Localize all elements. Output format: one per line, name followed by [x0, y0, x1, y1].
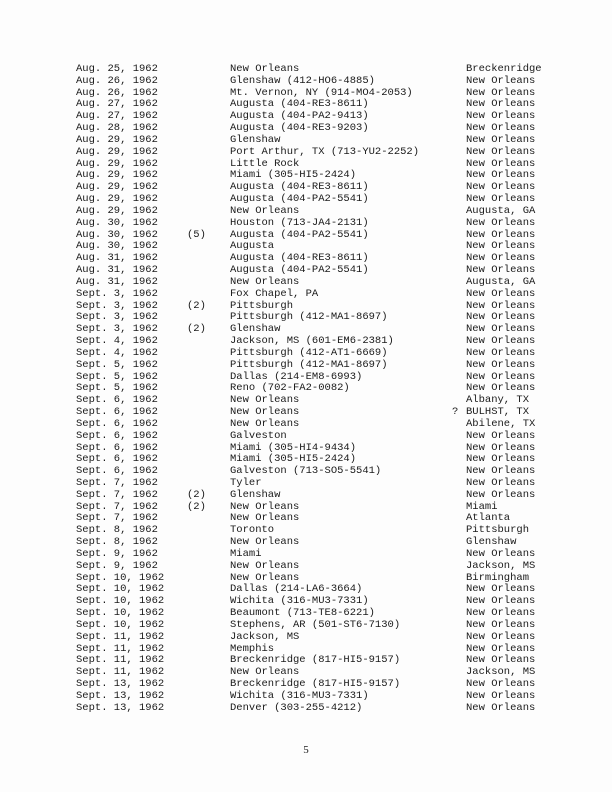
call-date: Sept. 8, 1962: [76, 536, 158, 549]
call-date: Sept. 10, 1962: [76, 618, 165, 631]
call-origin: Augusta (404-PA2-9413): [230, 110, 369, 123]
call-date: Sept. 6, 1962: [76, 417, 158, 430]
call-origin: Augusta (404-PA2-5541): [230, 193, 369, 206]
call-date: Aug. 30, 1962: [76, 240, 158, 253]
call-destination: New Orleans: [466, 145, 536, 158]
call-date: Sept. 5, 1962: [76, 358, 158, 371]
call-origin: New Orleans: [230, 512, 300, 525]
call-log-row: [0, 632, 612, 644]
call-destination: Glenshaw: [466, 536, 517, 549]
call-log-row: [0, 76, 612, 88]
call-origin: Port Arthur, TX (713-YU2-2252): [230, 145, 420, 158]
call-origin: New Orleans: [230, 406, 300, 419]
call-origin: Augusta: [230, 240, 275, 253]
call-destination: Augusta, GA: [466, 204, 536, 217]
call-destination: New Orleans: [466, 701, 536, 714]
margin-mark: ?: [452, 406, 459, 419]
call-log-list: [0, 64, 612, 715]
call-destination: New Orleans: [466, 228, 536, 241]
call-origin: Glenshaw (412-HO6-4885): [230, 74, 375, 87]
call-origin: New Orleans: [230, 63, 300, 75]
call-origin: Breckenridge (817-HI5-9157): [230, 678, 401, 691]
call-origin: Miami (305-HI5-2424): [230, 169, 357, 182]
call-destination: BULHST, TX: [466, 406, 530, 419]
call-destination: New Orleans: [466, 547, 536, 560]
call-log-row: [0, 549, 612, 561]
call-date: Sept. 9, 1962: [76, 559, 158, 572]
call-destination: Abilene, TX: [466, 417, 536, 430]
call-origin: New Orleans: [230, 275, 300, 288]
call-log-row: [0, 206, 612, 218]
call-date: Sept. 6, 1962: [76, 465, 158, 478]
call-destination: New Orleans: [466, 86, 536, 99]
call-origin: Augusta (404-RE3-8611): [230, 98, 369, 111]
call-origin: Reno (702-FA2-0082): [230, 382, 350, 395]
call-date: Aug. 27, 1962: [76, 110, 158, 123]
call-destination: New Orleans: [466, 358, 536, 371]
call-destination: Augusta, GA: [466, 275, 536, 288]
call-log-row: [0, 360, 612, 372]
call-destination: New Orleans: [466, 630, 536, 643]
call-log-row: [0, 277, 612, 289]
call-origin: Augusta (404-RE3-8611): [230, 181, 369, 194]
call-destination: New Orleans: [466, 287, 536, 300]
call-destination: Pittsburgh: [466, 524, 530, 537]
call-date: Sept. 4, 1962: [76, 335, 158, 348]
call-date: Aug. 29, 1962: [76, 133, 158, 146]
call-origin: Galveston: [230, 429, 287, 442]
call-date: Sept. 9, 1962: [76, 547, 158, 560]
call-origin: Pittsburgh (412-MA1-8697): [230, 358, 388, 371]
call-date: Sept. 5, 1962: [76, 382, 158, 395]
call-date: Aug. 31, 1962: [76, 275, 158, 288]
call-destination: New Orleans: [466, 607, 536, 620]
call-destination: Atlanta: [466, 512, 511, 525]
call-origin: Toronto: [230, 524, 275, 537]
call-date: Aug. 31, 1962: [76, 252, 158, 265]
call-destination: New Orleans: [466, 453, 536, 466]
call-date: Sept. 11, 1962: [76, 666, 165, 679]
call-origin: New Orleans: [230, 500, 300, 513]
call-log-row: [0, 218, 612, 230]
call-origin: Glenshaw: [230, 133, 281, 146]
call-destination: New Orleans: [466, 689, 536, 702]
call-date: Sept. 11, 1962: [76, 630, 165, 643]
call-date: Sept. 3, 1962: [76, 311, 158, 324]
call-destination: New Orleans: [466, 335, 536, 348]
call-log-row: [0, 431, 612, 443]
call-destination: Miami: [466, 500, 498, 513]
call-date: Aug. 26, 1962: [76, 74, 158, 87]
call-destination: New Orleans: [466, 122, 536, 135]
call-count-note: (2): [187, 323, 206, 336]
call-origin: New Orleans: [230, 666, 300, 679]
call-date: Sept. 6, 1962: [76, 441, 158, 454]
page-number: 5: [303, 744, 309, 756]
call-date: Aug. 30, 1962: [76, 216, 158, 229]
call-destination: New Orleans: [466, 110, 536, 123]
call-destination: New Orleans: [466, 429, 536, 442]
call-destination: New Orleans: [466, 476, 536, 489]
call-destination: New Orleans: [466, 465, 536, 478]
call-date: Sept. 7, 1962: [76, 476, 158, 489]
call-origin: Stephens, AR (501-ST6-7130): [230, 618, 401, 631]
call-date: Aug. 25, 1962: [76, 63, 158, 75]
call-date: Aug. 29, 1962: [76, 181, 158, 194]
call-count-note: (5): [187, 228, 206, 241]
call-date: Aug. 31, 1962: [76, 264, 158, 277]
call-date: Sept. 6, 1962: [76, 453, 158, 466]
call-origin: Pittsburgh (412-AT1-6669): [230, 346, 388, 359]
call-origin: Mt. Vernon, NY (914-MO4-2053): [230, 86, 413, 99]
call-date: Sept. 3, 1962: [76, 287, 158, 300]
call-destination: New Orleans: [466, 441, 536, 454]
call-date: Sept. 8, 1962: [76, 524, 158, 537]
call-origin: Pittsburgh (412-MA1-8697): [230, 311, 388, 324]
call-destination: New Orleans: [466, 216, 536, 229]
call-origin: New Orleans: [230, 536, 300, 549]
call-date: Sept. 13, 1962: [76, 701, 165, 714]
call-date: Sept. 7, 1962: [76, 500, 158, 513]
call-destination: New Orleans: [466, 583, 536, 596]
call-date: Sept. 10, 1962: [76, 607, 165, 620]
call-origin: New Orleans: [230, 417, 300, 430]
call-origin: Denver (303-255-4212): [230, 701, 363, 714]
call-origin: Tyler: [230, 476, 262, 489]
call-destination: New Orleans: [466, 323, 536, 336]
call-log-row: [0, 691, 612, 703]
call-destination: New Orleans: [466, 240, 536, 253]
call-origin: New Orleans: [230, 571, 300, 584]
call-date: Sept. 4, 1962: [76, 346, 158, 359]
call-origin: Glenshaw: [230, 488, 281, 501]
call-date: Aug. 29, 1962: [76, 157, 158, 170]
call-origin: Miami (305-HI4-9434): [230, 441, 357, 454]
call-destination: Breckenridge: [466, 63, 542, 75]
call-origin: New Orleans: [230, 559, 300, 572]
call-destination: New Orleans: [466, 618, 536, 631]
call-origin: Augusta (404-PA2-5541): [230, 264, 369, 277]
call-date: Sept. 7, 1962: [76, 488, 158, 501]
call-log-row: [0, 620, 612, 632]
call-destination: New Orleans: [466, 595, 536, 608]
call-log-row: [0, 419, 612, 431]
call-origin: Glenshaw: [230, 323, 281, 336]
call-origin: Breckenridge (817-HI5-9157): [230, 654, 401, 667]
call-date: Aug. 27, 1962: [76, 98, 158, 111]
call-date: Aug. 29, 1962: [76, 169, 158, 182]
call-origin: Augusta (404-RE3-9203): [230, 122, 369, 135]
call-date: Sept. 10, 1962: [76, 595, 165, 608]
call-origin: Dallas (214-EM8-6993): [230, 370, 363, 383]
call-log-row: [0, 490, 612, 502]
call-origin: Memphis: [230, 642, 275, 655]
call-log-row: [0, 561, 612, 573]
call-destination: New Orleans: [466, 193, 536, 206]
call-date: Aug. 26, 1962: [76, 86, 158, 99]
call-destination: New Orleans: [466, 74, 536, 87]
call-date: Aug. 29, 1962: [76, 193, 158, 206]
call-destination: New Orleans: [466, 488, 536, 501]
call-date: Sept. 10, 1962: [76, 571, 165, 584]
call-date: Sept. 13, 1962: [76, 689, 165, 702]
call-origin: Jackson, MS (601-EM6-2381): [230, 335, 394, 348]
call-log-row: [0, 348, 612, 360]
call-destination: New Orleans: [466, 299, 536, 312]
call-origin: Augusta (404-RE3-8611): [230, 252, 369, 265]
call-destination: Birmingham: [466, 571, 530, 584]
call-date: Sept. 5, 1962: [76, 370, 158, 383]
call-origin: Wichita (316-MU3-7331): [230, 595, 369, 608]
call-date: Sept. 3, 1962: [76, 299, 158, 312]
call-origin: Augusta (404-PA2-5541): [230, 228, 369, 241]
call-destination: New Orleans: [466, 264, 536, 277]
call-log-row: [0, 147, 612, 159]
call-destination: New Orleans: [466, 133, 536, 146]
call-date: Sept. 13, 1962: [76, 678, 165, 691]
call-count-note: (2): [187, 500, 206, 513]
call-origin: Wichita (316-MU3-7331): [230, 689, 369, 702]
call-destination: New Orleans: [466, 370, 536, 383]
call-date: Sept. 6, 1962: [76, 394, 158, 407]
call-date: Sept. 3, 1962: [76, 323, 158, 336]
call-destination: Jackson, MS: [466, 666, 536, 679]
call-origin: Fox Chapel, PA: [230, 287, 319, 300]
call-date: Sept. 6, 1962: [76, 429, 158, 442]
call-origin: New Orleans: [230, 204, 300, 217]
call-origin: New Orleans: [230, 394, 300, 407]
call-destination: New Orleans: [466, 311, 536, 324]
call-destination: New Orleans: [466, 98, 536, 111]
call-date: Aug. 28, 1962: [76, 122, 158, 135]
call-origin: Beaumont (713-TE8-6221): [230, 607, 375, 620]
call-destination: Jackson, MS: [466, 559, 536, 572]
call-date: Sept. 11, 1962: [76, 642, 165, 655]
call-destination: New Orleans: [466, 654, 536, 667]
call-destination: New Orleans: [466, 157, 536, 170]
call-date: Sept. 11, 1962: [76, 654, 165, 667]
call-origin: Pittsburgh: [230, 299, 294, 312]
call-date: Sept. 6, 1962: [76, 406, 158, 419]
call-destination: New Orleans: [466, 382, 536, 395]
call-destination: New Orleans: [466, 181, 536, 194]
call-destination: New Orleans: [466, 678, 536, 691]
call-count-note: (2): [187, 488, 206, 501]
call-destination: New Orleans: [466, 252, 536, 265]
call-date: Aug. 29, 1962: [76, 204, 158, 217]
call-count-note: (2): [187, 299, 206, 312]
call-log-row: [0, 703, 612, 715]
call-origin: Houston (713-JA4-2131): [230, 216, 369, 229]
call-origin: Dallas (214-LA6-3664): [230, 583, 363, 596]
call-origin: Little Rock: [230, 157, 300, 170]
call-destination: New Orleans: [466, 169, 536, 182]
call-origin: Galveston (713-SO5-5541): [230, 465, 382, 478]
call-origin: Miami: [230, 547, 262, 560]
call-destination: Albany, TX: [466, 394, 530, 407]
call-date: Sept. 10, 1962: [76, 583, 165, 596]
call-date: Sept. 7, 1962: [76, 512, 158, 525]
call-date: Aug. 29, 1962: [76, 145, 158, 158]
call-origin: Miami (305-HI5-2424): [230, 453, 357, 466]
call-origin: Jackson, MS: [230, 630, 300, 643]
call-destination: New Orleans: [466, 642, 536, 655]
call-date: Aug. 30, 1962: [76, 228, 158, 241]
call-log-row: [0, 289, 612, 301]
call-destination: New Orleans: [466, 346, 536, 359]
